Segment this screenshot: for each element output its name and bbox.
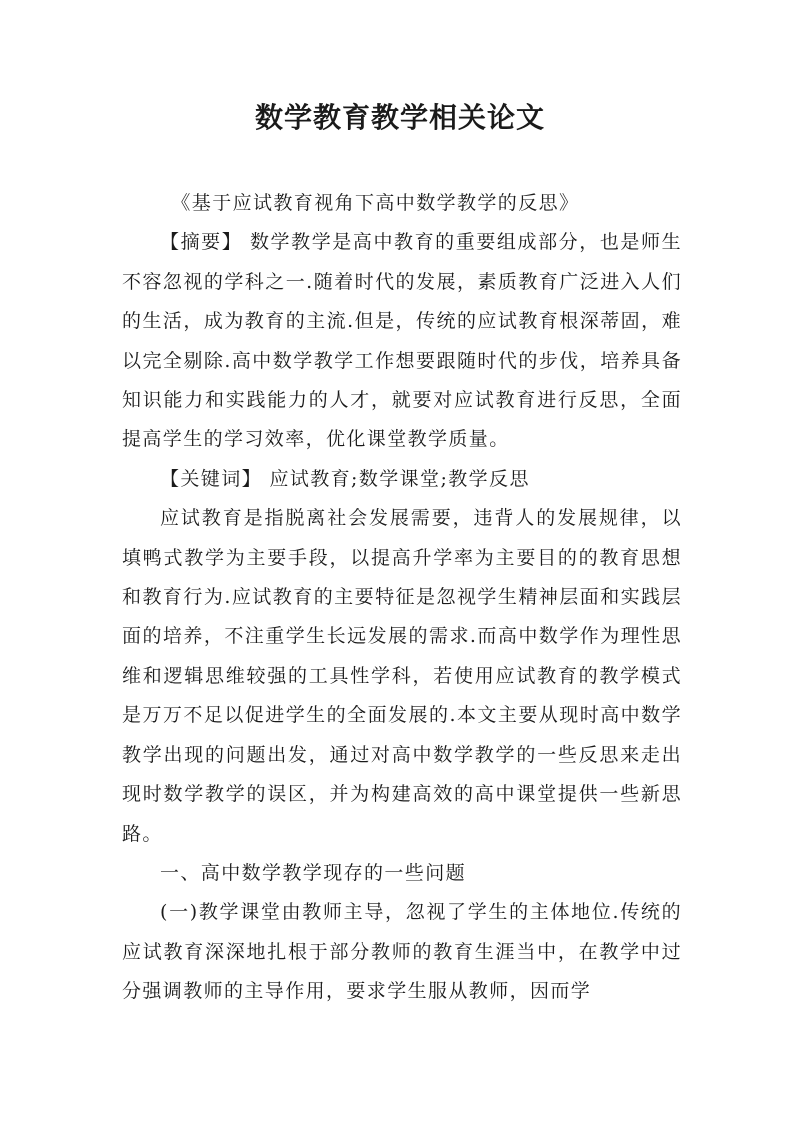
section-heading: 一、高中数学教学现存的一些问题	[160, 861, 467, 884]
keywords-paragraph: 【关键词】 应试教育;数学课堂;教学反思	[160, 467, 530, 490]
paper-subtitle: 《基于应试教育视角下高中数学教学的反思》	[171, 192, 580, 214]
document-body	[122, 184, 682, 1012]
document-title: 数学教育教学相关论文	[254, 101, 545, 134]
abstract-paragraph: 【摘要】 数学教学是高中教育的重要组成部分，也是师生不容忽视的学科之一.随着时代的发展，素质教育广泛进入人们的生活，成为教育的主流.但是，传统的应试教育根深蒂固，难以完全剔除.高中数学教学工作想要跟随时代的步伐，培养具备知识能力和实践能力的人才，就要对应试教育进行反思，全面提高学生的学习效率，优化课堂教学质量。	[122, 231, 682, 451]
body-paragraph: 应试教育是指脱离社会发展需要，违背人的发展规律，以填鸭式教学为主要手段，以提高升学率为主要目的的教育思想和教育行为.应试教育的主要特征是忽视学生精神层面和实践层面的培养，不注重学生长远发展的需求.而高中数学作为理性思维和逻辑思维较强的工具性学科，若使用应试教育的教学模式是万万不足以促进学生的全面发展的.本文主要从现时高中数学教学出现的问题出发，通过对高中数学教学的一些反思来走出现时数学教学的误区，并为构建高效的高中课堂提供一些新思路。	[122, 507, 682, 845]
body-paragraph: (一)教学课堂由教师主导，忽视了学生的主体地位.传统的应试教育深深地扎根于部分教师的教育生涯当中，在教学中过分强调教师的主导作用，要求学生服从教师，因而学	[122, 901, 682, 1003]
